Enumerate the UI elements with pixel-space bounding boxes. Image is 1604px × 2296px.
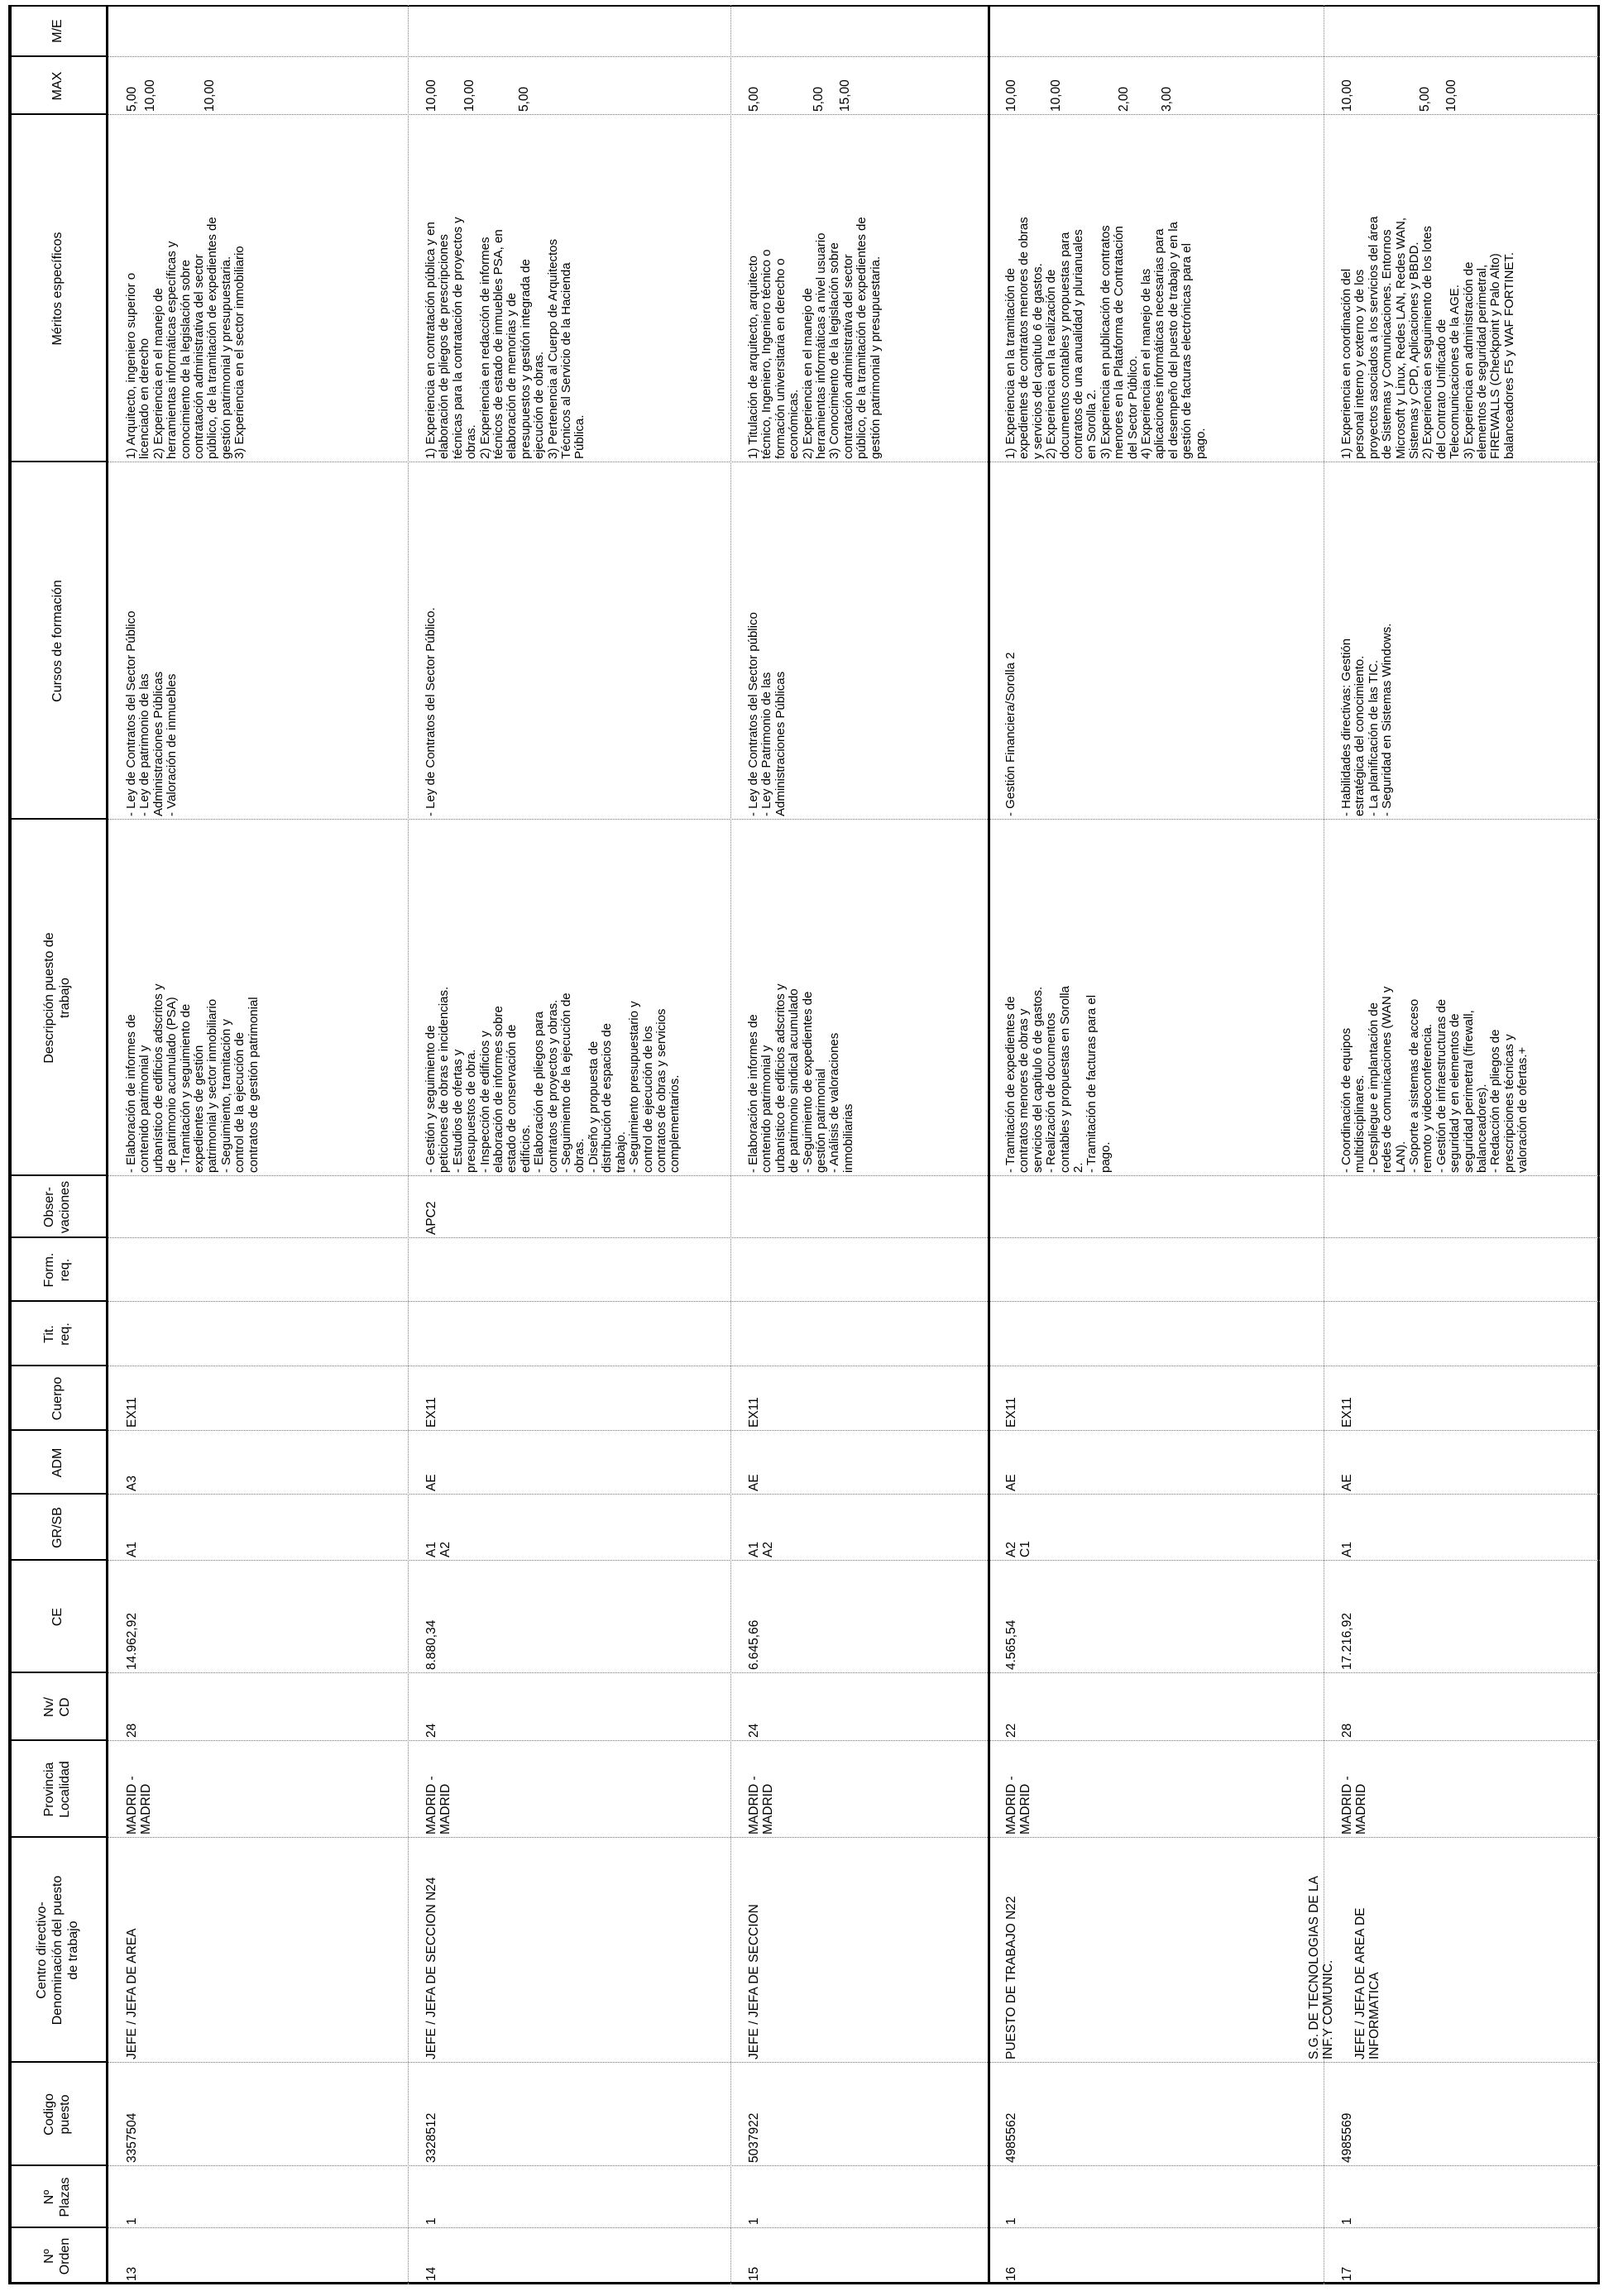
cell-descripcion: - Tramitación de expedientes de contratos menores de obras y servicios del capítulo 6 de gastos. - Realización de documentos contables y propuestas en Sorolla 2. - Tramitación de facturas para el pago. bbox=[1003, 986, 1113, 1173]
max-score: 10,00 bbox=[143, 79, 157, 112]
max-score: 5,00 bbox=[125, 86, 139, 112]
cell-meritos: 1) Arquitecto, ingeniero superior o licenciado en derecho 2) Experiencia en el manejo de herramientas informáticas específicas y conocimiento de la legislación sobre contratación administrativa del sector público, de la tramitación de expedientes de gestión patrimonial y presupuestaria. 3) Experiencia en el sector inmobiliario bbox=[124, 217, 247, 459]
cell-codigo: 4985569 bbox=[1340, 2112, 1354, 2163]
row-divider bbox=[408, 5, 409, 2284]
cell-centro: JEFE / JEFA DE SECCION N24 bbox=[424, 1877, 438, 2059]
cell-grsb: A1 A2 bbox=[424, 1542, 452, 1557]
header-divider bbox=[8, 1300, 106, 1302]
column-divider bbox=[108, 56, 1600, 57]
column-divider bbox=[108, 1560, 1600, 1561]
cell-grsb: A1 A2 bbox=[747, 1542, 775, 1557]
max-score: 10,00 bbox=[1004, 79, 1018, 112]
cell-cursos: - Gestión Financiera/Sorolla 2 bbox=[1003, 652, 1017, 816]
header-descripcion: Descripción puesto de trabajo bbox=[42, 932, 72, 1064]
header-divider bbox=[8, 55, 106, 57]
cell-obs: APC2 bbox=[424, 1201, 438, 1235]
cell-adm: AE bbox=[747, 1474, 761, 1491]
header-centro: Centro directivo- Denominación del puesto de trabajo bbox=[34, 1875, 80, 2026]
cell-cuerpo: EX11 bbox=[747, 1397, 761, 1428]
cell-plazas: 1 bbox=[747, 2217, 761, 2225]
cell-adm: AE bbox=[1340, 1474, 1354, 1491]
cell-codigo: 3328512 bbox=[424, 2112, 438, 2163]
header-me: M/E bbox=[50, 19, 65, 43]
header-divider bbox=[8, 1365, 106, 1366]
header-obs: Obser- vaciones bbox=[42, 1180, 72, 1234]
cell-centro: JEFE / JEFA DE AREA bbox=[125, 1928, 139, 2059]
cell-nivel: 24 bbox=[424, 1723, 438, 1738]
header-divider bbox=[8, 818, 106, 820]
cell-cuerpo: EX11 bbox=[1340, 1397, 1354, 1428]
cell-codigo: 4985562 bbox=[1004, 2112, 1018, 2163]
cell-meritos: 1) Experiencia en coordinación del personal interno y externo y de los proyectos asociados a los servicios del área de Sistemas y Comunicaciones. Entornos Microsoft y Linux, Redes LAN, Redes WAN, Sistemas y CPD, Aplicaciones y BBDD. 2) Experiencia en seguimiento de los lotes del Contrato Unificado de Telecomunicaciones de la AGE. 3) Experiencia en administración de elementos de seguridad perimetral, FIREWALLS (Checkpoint y Palo Alto) balanceadores F5 y WAF FORTINET. bbox=[1339, 216, 1516, 459]
cell-centro: JEFE / JEFA DE SECCION bbox=[747, 1904, 761, 2059]
header-max: MAX bbox=[50, 71, 65, 101]
cell-orden: 14 bbox=[424, 2266, 438, 2281]
cell-adm: A3 bbox=[125, 1476, 139, 1491]
cell-grsb: A1 bbox=[125, 1542, 139, 1557]
cell-plazas: 1 bbox=[1004, 2217, 1018, 2225]
cell-codigo: 3357504 bbox=[125, 2112, 139, 2163]
max-score: 10,00 bbox=[203, 79, 217, 112]
cell-provincia: MADRID - MADRID bbox=[1340, 1776, 1368, 1834]
cell-adm: AE bbox=[424, 1474, 438, 1491]
cell-nivel: 22 bbox=[1004, 1723, 1018, 1738]
cell-provincia: MADRID - MADRID bbox=[125, 1776, 153, 1834]
header-divider bbox=[8, 2164, 106, 2166]
header-divider bbox=[8, 2227, 106, 2228]
max-score: 10,00 bbox=[1049, 79, 1063, 112]
column-divider bbox=[108, 1672, 1600, 1673]
cell-cursos: - Ley de Contratos del Sector Público. bbox=[424, 607, 438, 816]
cell-cursos: - Habilidades directivas: Gestión estratégica del conocimiento. - La planificación de las TIC. - Seguridad en Sistemas Windows. bbox=[1339, 623, 1395, 816]
cell-meritos: 1) Experiencia en contratación pública y en elaboración de pliegos de prescripciones técnicas para la contratación de proyectos y obras. 2) Experiencia en redacción de informes técnicos de estado de inmuebles PSA, en elaboración de memorias y de presupuestos y gestión integrada de ejecución de obras. 3) Pertenencia al Cuerpo de Arquitectos Técnicos al Servicio de la Hacienda Pública. bbox=[424, 217, 587, 459]
max-score: 15,00 bbox=[838, 79, 852, 112]
cell-cuerpo: EX11 bbox=[424, 1397, 438, 1428]
cell-cursos: - Ley de Contratos del Sector Público - Ley de patrimonio de las Administraciones Públicas - Valoración de inmuebles bbox=[124, 610, 180, 816]
cell-grsb: A2 C1 bbox=[1004, 1541, 1032, 1557]
header-divider bbox=[8, 1429, 106, 1431]
cell-descripcion: - Elaboración de informes de contenido patrimonial y urbanístico de edificios adscritos y de patrimonio acumulado (PSA) - Tramitación y seguimiento de expedientes de gestión patrimonial y sector inmobiliario - Seguimiento, tramitación y control de la ejecución de contratos de gestión patrimonial bbox=[124, 983, 261, 1173]
column-divider bbox=[108, 2165, 1600, 2166]
header-grsb: GR/SB bbox=[50, 1507, 65, 1548]
header-divider bbox=[8, 1672, 106, 1673]
header-divider bbox=[8, 1236, 106, 1238]
cell-codigo: 5037922 bbox=[747, 2112, 761, 2163]
header-meritos: Méritos específicos bbox=[50, 232, 65, 346]
max-score: 5,00 bbox=[747, 86, 761, 112]
row-divider bbox=[988, 5, 990, 2284]
cell-ce: 14.962,92 bbox=[125, 1613, 139, 1670]
header-divider bbox=[8, 461, 106, 462]
cell-orden: 15 bbox=[747, 2266, 761, 2281]
header-divider bbox=[8, 1174, 106, 1176]
max-score: 10,00 bbox=[1444, 79, 1458, 112]
max-score: 2,00 bbox=[1117, 86, 1131, 112]
max-score: 10,00 bbox=[462, 79, 476, 112]
max-score: 10,00 bbox=[1340, 79, 1354, 112]
max-score: 5,00 bbox=[812, 86, 826, 112]
cell-meritos: 1) Experiencia en la tramitación de expedientes de contratos menores de obras y servicios del capítulo 6 de gastos. 2) Experiencia en la realización de documentos contables y propuestas para contratos de una anualidad y plurianuales en Sorolla 2. 3) Experiencia en publicación de contratos menores en la Plataforma de Contratación del Sector Público. 4) Experiencia en el manejo de las aplicaciones informáticas necesarias para el desempeño del puesto de trabajo y en la gestión de facturas electrónicas para el pago. bbox=[1003, 217, 1208, 459]
column-divider bbox=[108, 1494, 1600, 1495]
cell-cuerpo: EX11 bbox=[125, 1397, 139, 1428]
cell-descripcion: - Coordinación de equipos multidisciplinares. - Despliegue e implantación de redes de comunicaciones (WAN y LAN). - Soporte a sistemas de acceso remoto y videoconferencia. - Gestión de infraestructuras de seguridad y en elementos de seguridad perimetral (firewall, balanceadores). - Redacción de pliegos de prescripciones técnicas y valoración de ofertas.+ bbox=[1339, 986, 1530, 1173]
header-orden: Nº Orden bbox=[42, 2237, 72, 2275]
cell-ce: 6.645,66 bbox=[747, 1619, 761, 1670]
max-score: 5,00 bbox=[1418, 86, 1432, 112]
column-divider bbox=[108, 1301, 1600, 1302]
header-nivel: Nv/ CD bbox=[42, 1697, 72, 1717]
header-provincia: Provincia Localidad bbox=[42, 1761, 72, 1818]
header-divider bbox=[8, 1559, 106, 1561]
cell-nivel: 28 bbox=[125, 1723, 139, 1738]
cell-adm: AE bbox=[1004, 1474, 1018, 1491]
cell-plazas: 1 bbox=[125, 2217, 139, 2225]
header-codigo: Codigo puesto bbox=[42, 2093, 72, 2136]
column-divider bbox=[108, 2227, 1600, 2228]
max-score: 10,00 bbox=[424, 79, 438, 112]
positions-table bbox=[8, 5, 1600, 2284]
cell-ce: 8.880,34 bbox=[424, 1619, 438, 1670]
header-form: Form. req. bbox=[42, 1252, 72, 1288]
cell-nivel: 24 bbox=[747, 1723, 761, 1738]
cell-cuerpo: EX11 bbox=[1004, 1397, 1018, 1428]
max-score: 3,00 bbox=[1160, 86, 1174, 112]
header-ce: CE bbox=[50, 1607, 65, 1627]
cell-ce: 4.565,54 bbox=[1004, 1619, 1018, 1670]
cell-meritos: 1) Titulación de arquitecto, arquitecto técnico, Ingeniero, Ingeniero técnico o formación universitaria en derecho o económicas. 2) Experiencia en el manejo de herramientas informáticas a nivel usuario 3) Conocimiento de la legislación sobre contratación administrativa del sector público, de la tramitación de expedientes de gestión patrimonial y presupuestaria. bbox=[746, 217, 883, 459]
header-plazas: Nº Plazas bbox=[42, 2177, 72, 2217]
cell-plazas: 1 bbox=[1340, 2217, 1354, 2225]
cell-cursos: - Ley de Contratos del Sector público - Ley de Patrimonio de las Administraciones Públicas bbox=[746, 612, 788, 816]
column-divider bbox=[108, 1430, 1600, 1431]
cell-provincia: MADRID - MADRID bbox=[747, 1776, 775, 1834]
header-divider bbox=[8, 1739, 106, 1741]
header-divider bbox=[8, 113, 106, 115]
column-divider bbox=[108, 1740, 1600, 1741]
cell-descripcion: - Elaboración de informes de contenido patrimonial y urbanístico de edificios adscritos y de patrimonio sindical acumulado - Seguimiento de expedientes de gestión patrimonial - Análisis de valoraciones inmobiliarias bbox=[746, 983, 855, 1173]
cell-nivel: 28 bbox=[1340, 1723, 1354, 1738]
row-divider bbox=[730, 5, 731, 2284]
header-cursos: Cursos de formación bbox=[50, 580, 65, 702]
cell-provincia: MADRID - MADRID bbox=[424, 1776, 452, 1834]
header-adm: ADM bbox=[50, 1447, 65, 1478]
cell-centro: JEFE / JEFA DE AREA DE INFORMATICA bbox=[1353, 1907, 1381, 2059]
cell-provincia: MADRID - MADRID bbox=[1004, 1776, 1032, 1834]
cell-centro: PUESTO DE TRABAJO N22 bbox=[1004, 1896, 1018, 2059]
max-score: 5,00 bbox=[517, 86, 531, 112]
cell-orden: 16 bbox=[1004, 2266, 1018, 2281]
cell-ce: 17.216,92 bbox=[1340, 1613, 1354, 1670]
header-cuerpo: Cuerpo bbox=[50, 1376, 65, 1421]
column-divider bbox=[108, 1237, 1600, 1238]
header-divider bbox=[8, 1493, 106, 1495]
header-divider bbox=[8, 2061, 106, 2063]
header-divider bbox=[8, 1836, 106, 1838]
cell-descripcion: - Gestión y seguimiento de peticiones de obras e incidencias. - Estudios de ofertas y presupuestos de obra. - Inspección de edificios y elaboración de informes sobre estado de conservación de edificios. - Elaboración de pliegos para contratos de proyectos y obras. - Seguimiento de la ejecución de obras. - Diseño y propuesta de distribución de espacios de trabajo. - Seguimiento presupuestario y control de ejecución de los contratos de obras y servicios complementarios. bbox=[424, 986, 682, 1173]
cell-plazas: 1 bbox=[424, 2217, 438, 2225]
cell-orden: 17 bbox=[1340, 2266, 1354, 2281]
centro-directivo: S.G. DE TECNOLOGIAS DE LA INF.Y COMUNIC. bbox=[1307, 1876, 1335, 2059]
cell-grsb: A1 bbox=[1340, 1542, 1354, 1557]
cell-orden: 13 bbox=[125, 2266, 139, 2281]
header-tit: Tit. req. bbox=[42, 1323, 72, 1346]
